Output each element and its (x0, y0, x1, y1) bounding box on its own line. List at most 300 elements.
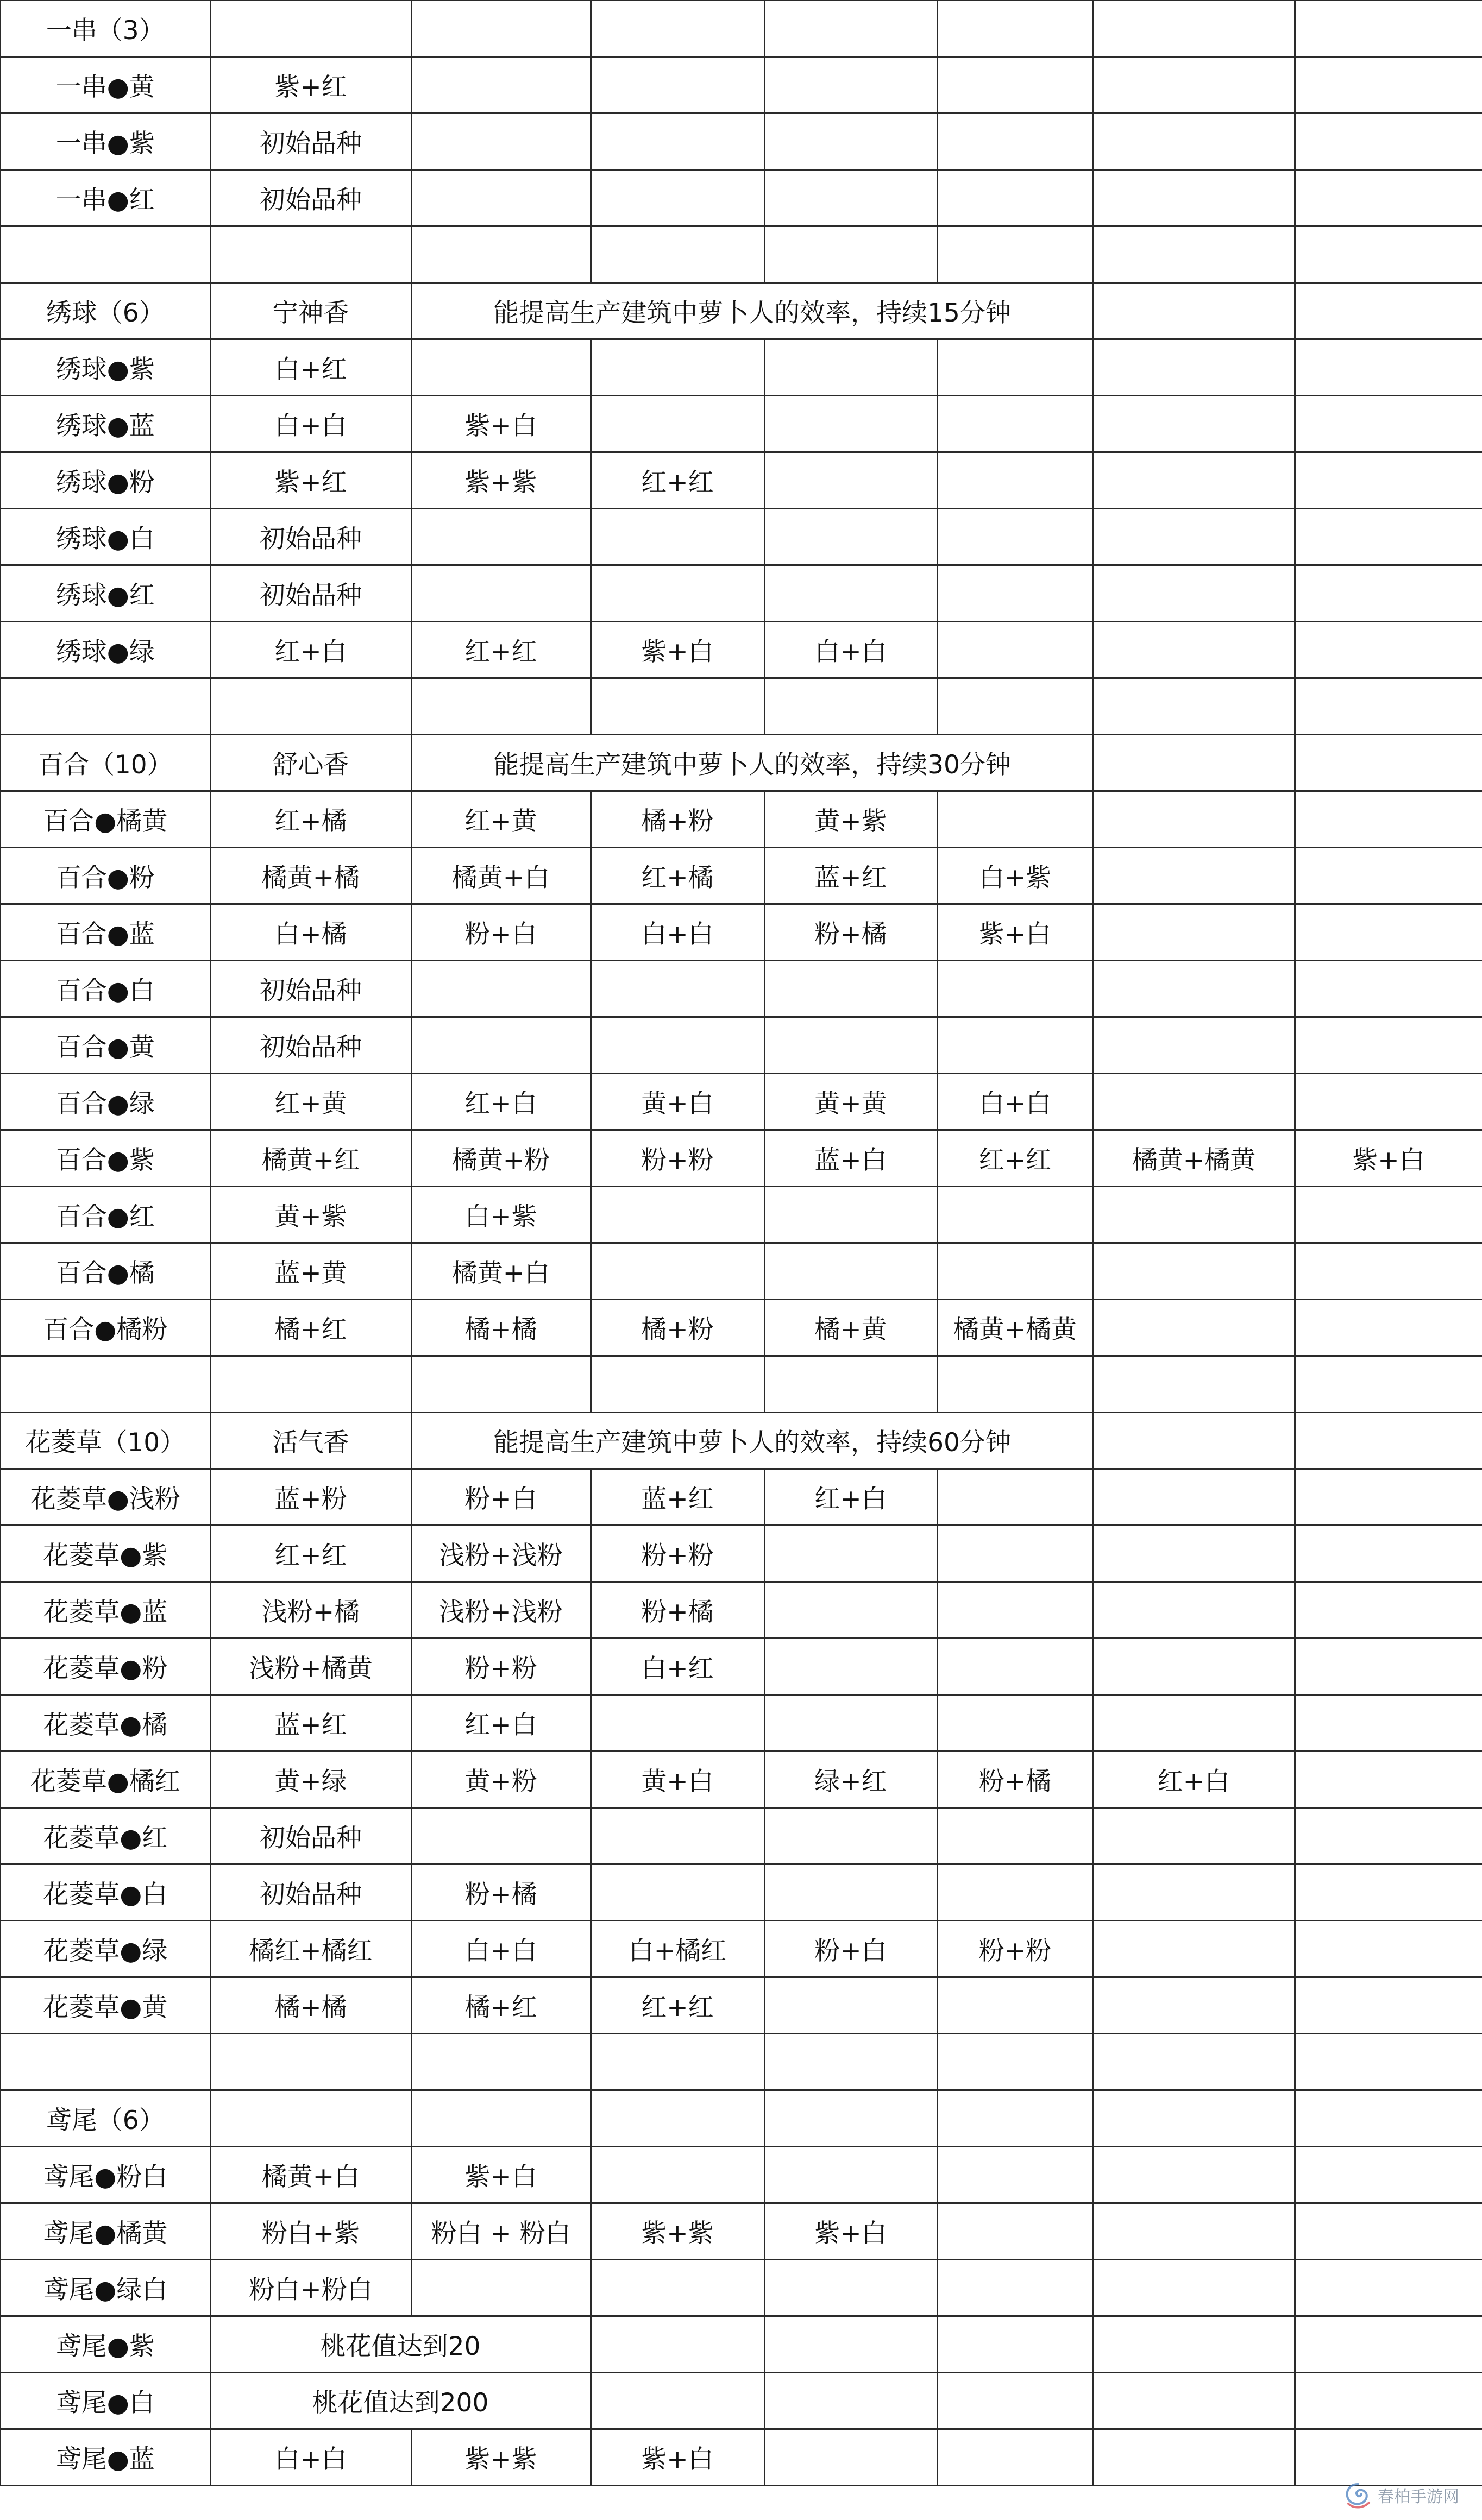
table-cell (937, 1243, 1093, 1300)
table-cell (1295, 114, 1482, 170)
table-cell: 橘黄+粉 (411, 1130, 591, 1187)
table-row (1, 961, 1482, 1017)
table-cell (1295, 283, 1482, 339)
table-cell: 绿+红 (764, 1752, 937, 1808)
table-cell (1093, 509, 1295, 565)
table-cell (764, 1526, 937, 1582)
table-cell (764, 226, 937, 283)
table-cell (1295, 1639, 1482, 1695)
row-header-cell: 百合●红 (1, 1187, 210, 1243)
table-cell (210, 1, 411, 57)
table-cell (764, 1243, 937, 1300)
table-cell: 黄+紫 (210, 1187, 411, 1243)
row-header-cell: 绣球●白 (1, 509, 210, 565)
table-cell (764, 2429, 937, 2486)
table-cell (591, 2034, 764, 2090)
table-row (1, 1187, 1482, 1243)
table-cell (411, 2260, 591, 2316)
table-cell: 蓝+红 (591, 1469, 764, 1526)
table-cell (591, 226, 764, 283)
table-cell (1093, 1243, 1295, 1300)
table-row (1, 848, 1482, 904)
row-header-cell: 鸢尾（6） (1, 2090, 210, 2147)
table-cell (210, 226, 411, 283)
row-header-cell: 绣球（6） (1, 283, 210, 339)
table-cell (1295, 904, 1482, 961)
table-row (1, 1, 1482, 57)
table-cell (411, 226, 591, 283)
table-cell (764, 2260, 937, 2316)
row-header-cell: 一串（3） (1, 1, 210, 57)
table-row (1, 1695, 1482, 1752)
row-header-cell (1, 2034, 210, 2090)
table-cell: 橘+红 (210, 1300, 411, 1356)
table-row (1, 1300, 1482, 1356)
table-row (1, 1808, 1482, 1864)
table-cell (591, 1695, 764, 1752)
table-cell: 粉+粉 (591, 1130, 764, 1187)
table-cell (937, 678, 1093, 735)
table-cell (1295, 1243, 1482, 1300)
table-cell: 橘+橘 (210, 1977, 411, 2034)
table-row (1, 57, 1482, 114)
table-cell: 白+红 (210, 339, 411, 396)
table-row (1, 1017, 1482, 1074)
table-cell: 橘红+橘红 (210, 1921, 411, 1977)
table-cell (1093, 1356, 1295, 1413)
table-cell: 初始品种 (210, 1864, 411, 1921)
table-cell (1295, 452, 1482, 509)
table-cell (210, 678, 411, 735)
table-cell: 粉白+紫 (210, 2203, 411, 2260)
table-cell: 黄+黄 (764, 1074, 937, 1130)
row-header-cell: 花菱草●紫 (1, 1526, 210, 1582)
table-cell (764, 2316, 937, 2373)
table-cell (937, 1864, 1093, 1921)
table-row (1, 1526, 1482, 1582)
table-cell (1093, 1582, 1295, 1639)
table-cell (937, 1526, 1093, 1582)
table-row (1, 509, 1482, 565)
row-header-cell: 一串●黄 (1, 57, 210, 114)
table-cell (764, 339, 937, 396)
table-row (1, 1639, 1482, 1695)
table-cell (764, 1017, 937, 1074)
table-cell: 紫+紫 (591, 2203, 764, 2260)
table-cell (1093, 848, 1295, 904)
table-cell (1093, 170, 1295, 226)
table-cell: 舒心香 (210, 735, 411, 791)
table-cell: 浅粉+浅粉 (411, 1526, 591, 1582)
row-header-cell: 花菱草●橘 (1, 1695, 210, 1752)
table-cell (411, 2090, 591, 2147)
table-cell: 能提高生产建筑中萝卜人的效率，持续30分钟 (411, 735, 1093, 791)
table-cell (591, 1, 764, 57)
table-cell: 白+紫 (411, 1187, 591, 1243)
table-cell: 红+黄 (411, 791, 591, 848)
table-cell (1295, 1356, 1482, 1413)
table-cell (1093, 452, 1295, 509)
table-cell (764, 509, 937, 565)
table-cell (210, 2090, 411, 2147)
table-cell: 粉+粉 (591, 1526, 764, 1582)
table-cell (764, 2034, 937, 2090)
table-cell (764, 678, 937, 735)
table-cell (1093, 396, 1295, 452)
table-cell (1295, 622, 1482, 678)
table-cell (411, 1, 591, 57)
row-header-cell: 绣球●紫 (1, 339, 210, 396)
table-cell (591, 678, 764, 735)
row-header-cell: 花菱草●粉 (1, 1639, 210, 1695)
table-cell (764, 1639, 937, 1695)
table-cell (1295, 1017, 1482, 1074)
table-cell: 紫+白 (591, 622, 764, 678)
row-header-cell: 花菱草●黄 (1, 1977, 210, 2034)
row-header-cell: 一串●红 (1, 170, 210, 226)
table-cell (591, 2090, 764, 2147)
table-cell: 宁神香 (210, 283, 411, 339)
table-cell: 紫+紫 (411, 2429, 591, 2486)
row-header-cell: 百合●黄 (1, 1017, 210, 1074)
table-cell: 活气香 (210, 1413, 411, 1469)
table-cell (1295, 678, 1482, 735)
table-cell: 初始品种 (210, 509, 411, 565)
table-cell (764, 2373, 937, 2429)
table-cell: 白+白 (937, 1074, 1093, 1130)
table-cell (1295, 2090, 1482, 2147)
table-cell (591, 1864, 764, 1921)
table-cell (591, 1187, 764, 1243)
table-cell (764, 452, 937, 509)
table-cell (937, 2373, 1093, 2429)
table-cell (764, 114, 937, 170)
table-row (1, 2147, 1482, 2203)
row-header-cell: 百合●绿 (1, 1074, 210, 1130)
table-cell (1093, 2316, 1295, 2373)
table-row (1, 1864, 1482, 1921)
table-cell: 红+红 (591, 1977, 764, 2034)
table-cell (1093, 2260, 1295, 2316)
table-cell (1093, 1, 1295, 57)
table-cell (764, 396, 937, 452)
table-cell (937, 622, 1093, 678)
table-cell (937, 1639, 1093, 1695)
table-cell (937, 1187, 1093, 1243)
row-header-cell: 绣球●蓝 (1, 396, 210, 452)
table-cell (937, 2147, 1093, 2203)
table-cell: 橘黄+橘黄 (1093, 1130, 1295, 1187)
table-cell (1093, 565, 1295, 622)
row-header-cell: 花菱草●橘红 (1, 1752, 210, 1808)
table-cell (1295, 1695, 1482, 1752)
table-cell (1295, 339, 1482, 396)
table-row (1, 396, 1482, 452)
row-header-cell: 一串●紫 (1, 114, 210, 170)
table-cell (411, 57, 591, 114)
table-cell: 白+橘红 (591, 1921, 764, 1977)
table-cell (1295, 170, 1482, 226)
row-header-cell (1, 678, 210, 735)
table-cell: 黄+白 (591, 1074, 764, 1130)
table-cell (764, 565, 937, 622)
table-cell (1093, 1864, 1295, 1921)
table-cell: 粉+白 (764, 1921, 937, 1977)
table-cell: 红+白 (411, 1695, 591, 1752)
table-cell (591, 2373, 764, 2429)
table-cell (411, 1808, 591, 1864)
table-cell (1295, 1582, 1482, 1639)
table-cell (1093, 1977, 1295, 2034)
table-cell: 初始品种 (210, 170, 411, 226)
table-cell (1093, 57, 1295, 114)
table-cell (210, 1356, 411, 1413)
table-cell (1093, 1695, 1295, 1752)
row-header-cell: 花菱草●白 (1, 1864, 210, 1921)
table-cell (937, 1977, 1093, 2034)
table-cell: 橘+粉 (591, 791, 764, 848)
table-cell (937, 57, 1093, 114)
row-header-cell: 绣球●绿 (1, 622, 210, 678)
table-cell: 黄+白 (591, 1752, 764, 1808)
row-header-cell: 鸢尾●粉白 (1, 2147, 210, 2203)
table-cell (1295, 1864, 1482, 1921)
row-header-cell: 鸢尾●绿白 (1, 2260, 210, 2316)
table-cell (1093, 2203, 1295, 2260)
table-cell: 橘黄+白 (411, 848, 591, 904)
table-cell (411, 170, 591, 226)
table-cell (411, 678, 591, 735)
table-cell (937, 114, 1093, 170)
table-cell (937, 1469, 1093, 1526)
table-cell (937, 2429, 1093, 2486)
table-cell: 白+橘 (210, 904, 411, 961)
table-cell (937, 565, 1093, 622)
table-cell (764, 57, 937, 114)
table-cell (1295, 1921, 1482, 1977)
table-row (1, 904, 1482, 961)
table-cell (411, 114, 591, 170)
table-cell: 紫+红 (210, 452, 411, 509)
table-cell (591, 1243, 764, 1300)
watermark (1343, 2478, 1468, 2512)
table-cell (591, 961, 764, 1017)
row-header-cell: 百合●紫 (1, 1130, 210, 1187)
table-row (1, 678, 1482, 735)
row-header-cell: 鸢尾●白 (1, 2373, 210, 2429)
table-cell (937, 2203, 1093, 2260)
table-cell (1093, 2034, 1295, 2090)
table-cell (764, 1977, 937, 2034)
table-cell (1093, 1808, 1295, 1864)
table-row (1, 2034, 1482, 2090)
table-cell (937, 2090, 1093, 2147)
table-cell: 橘黄+白 (411, 1243, 591, 1300)
table-cell (764, 961, 937, 1017)
table-cell (591, 565, 764, 622)
table-cell (1093, 2429, 1295, 2486)
table-cell: 白+白 (210, 396, 411, 452)
table-cell (1295, 1977, 1482, 2034)
table-cell (1295, 2429, 1482, 2486)
table-cell (937, 396, 1093, 452)
table-cell: 蓝+红 (210, 1695, 411, 1752)
row-header-cell: 花菱草●蓝 (1, 1582, 210, 1639)
table-cell: 蓝+粉 (210, 1469, 411, 1526)
table-cell (1093, 904, 1295, 961)
table-cell: 红+红 (591, 452, 764, 509)
table-cell: 粉+橘 (411, 1864, 591, 1921)
row-header-cell: 鸢尾●蓝 (1, 2429, 210, 2486)
table-cell (1295, 1300, 1482, 1356)
table-cell (591, 396, 764, 452)
table-row (1, 114, 1482, 170)
table-cell: 能提高生产建筑中萝卜人的效率，持续60分钟 (411, 1413, 1093, 1469)
table-cell: 紫+白 (1295, 1130, 1482, 1187)
table-cell: 橘黄+橘黄 (937, 1300, 1093, 1356)
table-cell (411, 339, 591, 396)
table-cell (937, 2034, 1093, 2090)
table-cell: 粉白 + 粉白 (411, 2203, 591, 2260)
table-cell (1093, 2147, 1295, 2203)
table-cell: 红+白 (764, 1469, 937, 1526)
table-cell (1295, 1, 1482, 57)
row-header-cell: 花菱草●红 (1, 1808, 210, 1864)
table-cell (937, 1017, 1093, 1074)
table-cell: 粉白+粉白 (210, 2260, 411, 2316)
table-cell: 橘+红 (411, 1977, 591, 2034)
table-cell (937, 2260, 1093, 2316)
table-cell (411, 1017, 591, 1074)
table-cell: 红+红 (411, 622, 591, 678)
table-cell (1295, 1074, 1482, 1130)
table-row (1, 1356, 1482, 1413)
table-cell (937, 2316, 1093, 2373)
table-cell (1093, 1413, 1295, 1469)
table-cell (411, 1356, 591, 1413)
table-cell (210, 2034, 411, 2090)
table-cell (937, 452, 1093, 509)
table-cell (1093, 1300, 1295, 1356)
table-cell (937, 170, 1093, 226)
table-cell: 粉+白 (411, 1469, 591, 1526)
table-cell: 紫+红 (210, 57, 411, 114)
table-cell (1093, 1187, 1295, 1243)
table-cell (1093, 735, 1295, 791)
table-row (1, 2316, 1482, 2373)
table-row (1, 2203, 1482, 2260)
table-cell (411, 2034, 591, 2090)
table-cell: 能提高生产建筑中萝卜人的效率，持续15分钟 (411, 283, 1093, 339)
table-cell: 蓝+红 (764, 848, 937, 904)
table-cell (1295, 2034, 1482, 2090)
row-header-cell (1, 1356, 210, 1413)
table-cell (1295, 848, 1482, 904)
table-cell (1295, 1469, 1482, 1526)
table-cell (591, 509, 764, 565)
row-header-cell: 鸢尾●橘黄 (1, 2203, 210, 2260)
table-cell: 白+紫 (937, 848, 1093, 904)
table-cell: 粉+橘 (937, 1752, 1093, 1808)
table-cell (937, 1695, 1093, 1752)
table-cell: 初始品种 (210, 114, 411, 170)
table-cell (1093, 678, 1295, 735)
row-header-cell: 百合●粉 (1, 848, 210, 904)
table-cell: 红+白 (1093, 1752, 1295, 1808)
table-cell: 黄+紫 (764, 791, 937, 848)
table-cell: 紫+白 (591, 2429, 764, 2486)
table-cell (764, 1356, 937, 1413)
table-cell (937, 509, 1093, 565)
table-cell (591, 2316, 764, 2373)
table-row (1, 170, 1482, 226)
table-cell (764, 1864, 937, 1921)
row-header-cell: 绣球●粉 (1, 452, 210, 509)
table-cell: 粉+粉 (411, 1639, 591, 1695)
table-cell: 桃花值达到200 (210, 2373, 591, 2429)
table-cell (591, 1356, 764, 1413)
row-header-cell: 百合●白 (1, 961, 210, 1017)
table-cell: 红+红 (210, 1526, 411, 1582)
table-cell (1295, 1752, 1482, 1808)
table-cell: 初始品种 (210, 961, 411, 1017)
table-cell: 桃花值达到20 (210, 2316, 591, 2373)
table-cell: 初始品种 (210, 1808, 411, 1864)
table-cell (764, 1, 937, 57)
table-cell: 橘黄+白 (210, 2147, 411, 2203)
table-cell (937, 1356, 1093, 1413)
table-cell: 粉+粉 (937, 1921, 1093, 1977)
table-row (1, 1977, 1482, 2034)
table-cell (1295, 1187, 1482, 1243)
table-cell (1093, 1639, 1295, 1695)
table-cell (1093, 1469, 1295, 1526)
table-cell (591, 1808, 764, 1864)
row-header-cell (1, 226, 210, 283)
table-cell: 橘+黄 (764, 1300, 937, 1356)
row-header-cell: 百合●橘 (1, 1243, 210, 1300)
table-cell (1093, 2373, 1295, 2429)
table-cell (1295, 565, 1482, 622)
table-cell (764, 2090, 937, 2147)
table-cell (1295, 2316, 1482, 2373)
table-cell (764, 1695, 937, 1752)
table-cell (1093, 339, 1295, 396)
table-cell: 初始品种 (210, 1017, 411, 1074)
row-header-cell: 百合●蓝 (1, 904, 210, 961)
table-cell (1295, 57, 1482, 114)
table-cell: 橘黄+红 (210, 1130, 411, 1187)
table-cell (1295, 2147, 1482, 2203)
table-cell (1093, 114, 1295, 170)
table-cell (1295, 509, 1482, 565)
table-cell (764, 1187, 937, 1243)
table-cell: 白+白 (411, 1921, 591, 1977)
table-cell (1295, 791, 1482, 848)
table-cell (1295, 2260, 1482, 2316)
table-cell (764, 1582, 937, 1639)
table-cell (1093, 622, 1295, 678)
table-cell (1295, 1413, 1482, 1469)
table-row (1, 565, 1482, 622)
table-cell: 浅粉+橘 (210, 1582, 411, 1639)
table-cell: 白+白 (210, 2429, 411, 2486)
table-cell (411, 961, 591, 1017)
table-cell: 蓝+黄 (210, 1243, 411, 1300)
table-row (1, 283, 1482, 339)
watermark-text: 春柏手游网 (1378, 2487, 1459, 2506)
row-header-cell: 花菱草●绿 (1, 1921, 210, 1977)
